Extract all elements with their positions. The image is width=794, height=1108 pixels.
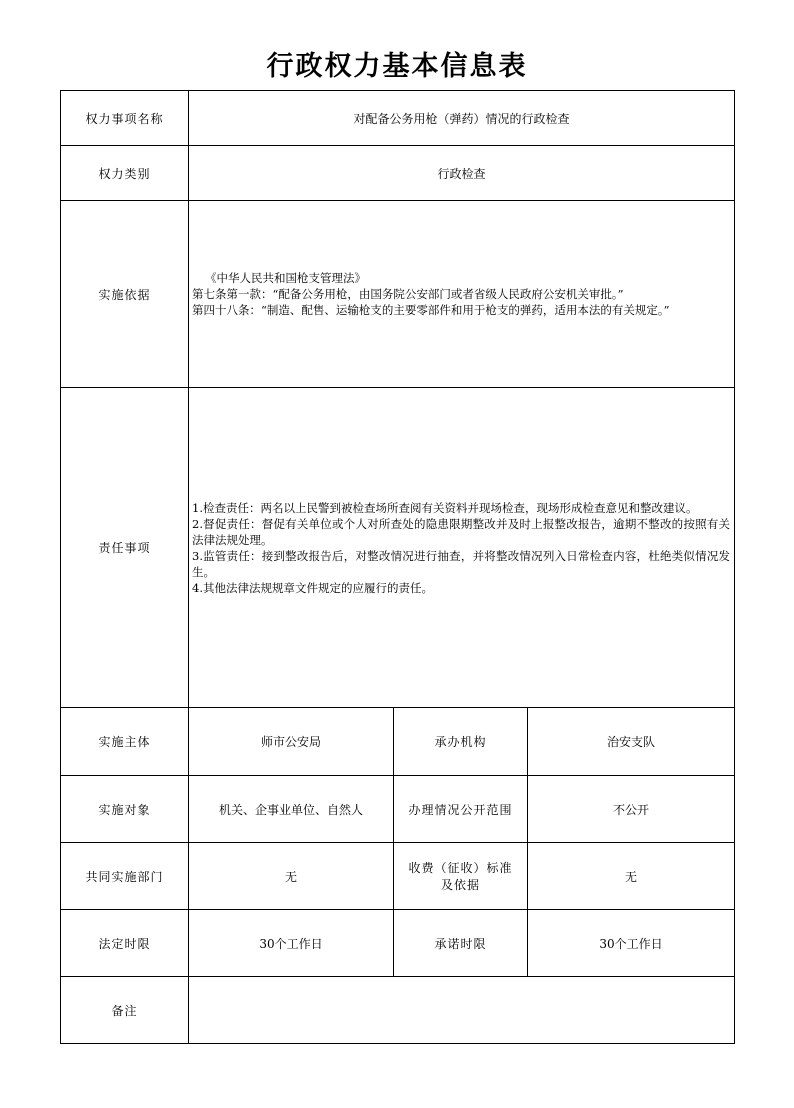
legal-limit-label: 法定时限 [61, 910, 189, 977]
page-title: 行政权力基本信息表 [266, 51, 528, 82]
disclosure-value: 不公开 [528, 776, 735, 843]
duty-line: 4.其他法律法规规章文件规定的应履行的责任。 [192, 580, 433, 595]
duty-line: 1.检查责任：两名以上民警到被检查场所查阅有关资料并现场检查，现场形成检查意见和整改建议。 [192, 500, 698, 515]
row-remark [61, 977, 735, 1044]
duty-line: 3.监管责任：接到整改报告后，对整改情况进行抽查，并将整改情况列入日常检查内容，杜绝类似情况发生。 [192, 548, 731, 579]
agency-value: 治安支队 [528, 708, 735, 776]
info-table [60, 90, 735, 1044]
category-label: 权力类别 [61, 146, 189, 201]
joint-value: 无 [189, 843, 394, 910]
subject-label: 实施主体 [61, 708, 189, 776]
duty-line: 2.督促责任：督促有关单位或个人对所查处的隐患限期整改并及时上报整改报告，逾期不整改的按照有关法律法规处理。 [192, 516, 731, 547]
promise-limit-label: 承诺时限 [394, 910, 528, 977]
item-name-value: 对配备公务用枪（弹药）情况的行政检查 [189, 91, 735, 146]
fee-value: 无 [528, 843, 735, 910]
row-target [61, 776, 735, 843]
category-value: 行政检查 [189, 146, 735, 201]
target-value: 机关、企事业单位、自然人 [189, 776, 394, 843]
remark-value [189, 977, 735, 1044]
item-name-label: 权力事项名称 [61, 91, 189, 146]
disclosure-label: 办理情况公开范围 [394, 776, 528, 843]
row-duty [61, 388, 735, 708]
row-category [61, 146, 735, 201]
fee-label: 收费（征收）标准及依据 [394, 843, 528, 910]
basis-line: 第四十八条：“制造、配售、运输枪支的主要零部件和用于枪支的弹药，适用本法的有关规定。” [192, 303, 670, 317]
subject-value: 师市公安局 [189, 708, 394, 776]
basis-line: 第七条第一款：“配备公务用枪，由国务院公安部门或者省级人民政府公安机关审批。” [192, 287, 624, 301]
duty-text [189, 388, 735, 708]
promise-limit-value: 30个工作日 [528, 910, 735, 977]
row-item-name [61, 91, 735, 146]
row-limit [61, 910, 735, 977]
basis-text [189, 201, 735, 388]
row-basis [61, 201, 735, 388]
agency-label: 承办机构 [394, 708, 528, 776]
row-subject [61, 708, 735, 776]
row-joint [61, 843, 735, 910]
basis-line: 《中华人民共和国枪支管理法》 [205, 271, 366, 285]
basis-label: 实施依据 [61, 201, 189, 388]
duty-label: 责任事项 [61, 388, 189, 708]
remark-label: 备注 [61, 977, 189, 1044]
target-label: 实施对象 [61, 776, 189, 843]
legal-limit-value: 30个工作日 [189, 910, 394, 977]
joint-label: 共同实施部门 [61, 843, 189, 910]
